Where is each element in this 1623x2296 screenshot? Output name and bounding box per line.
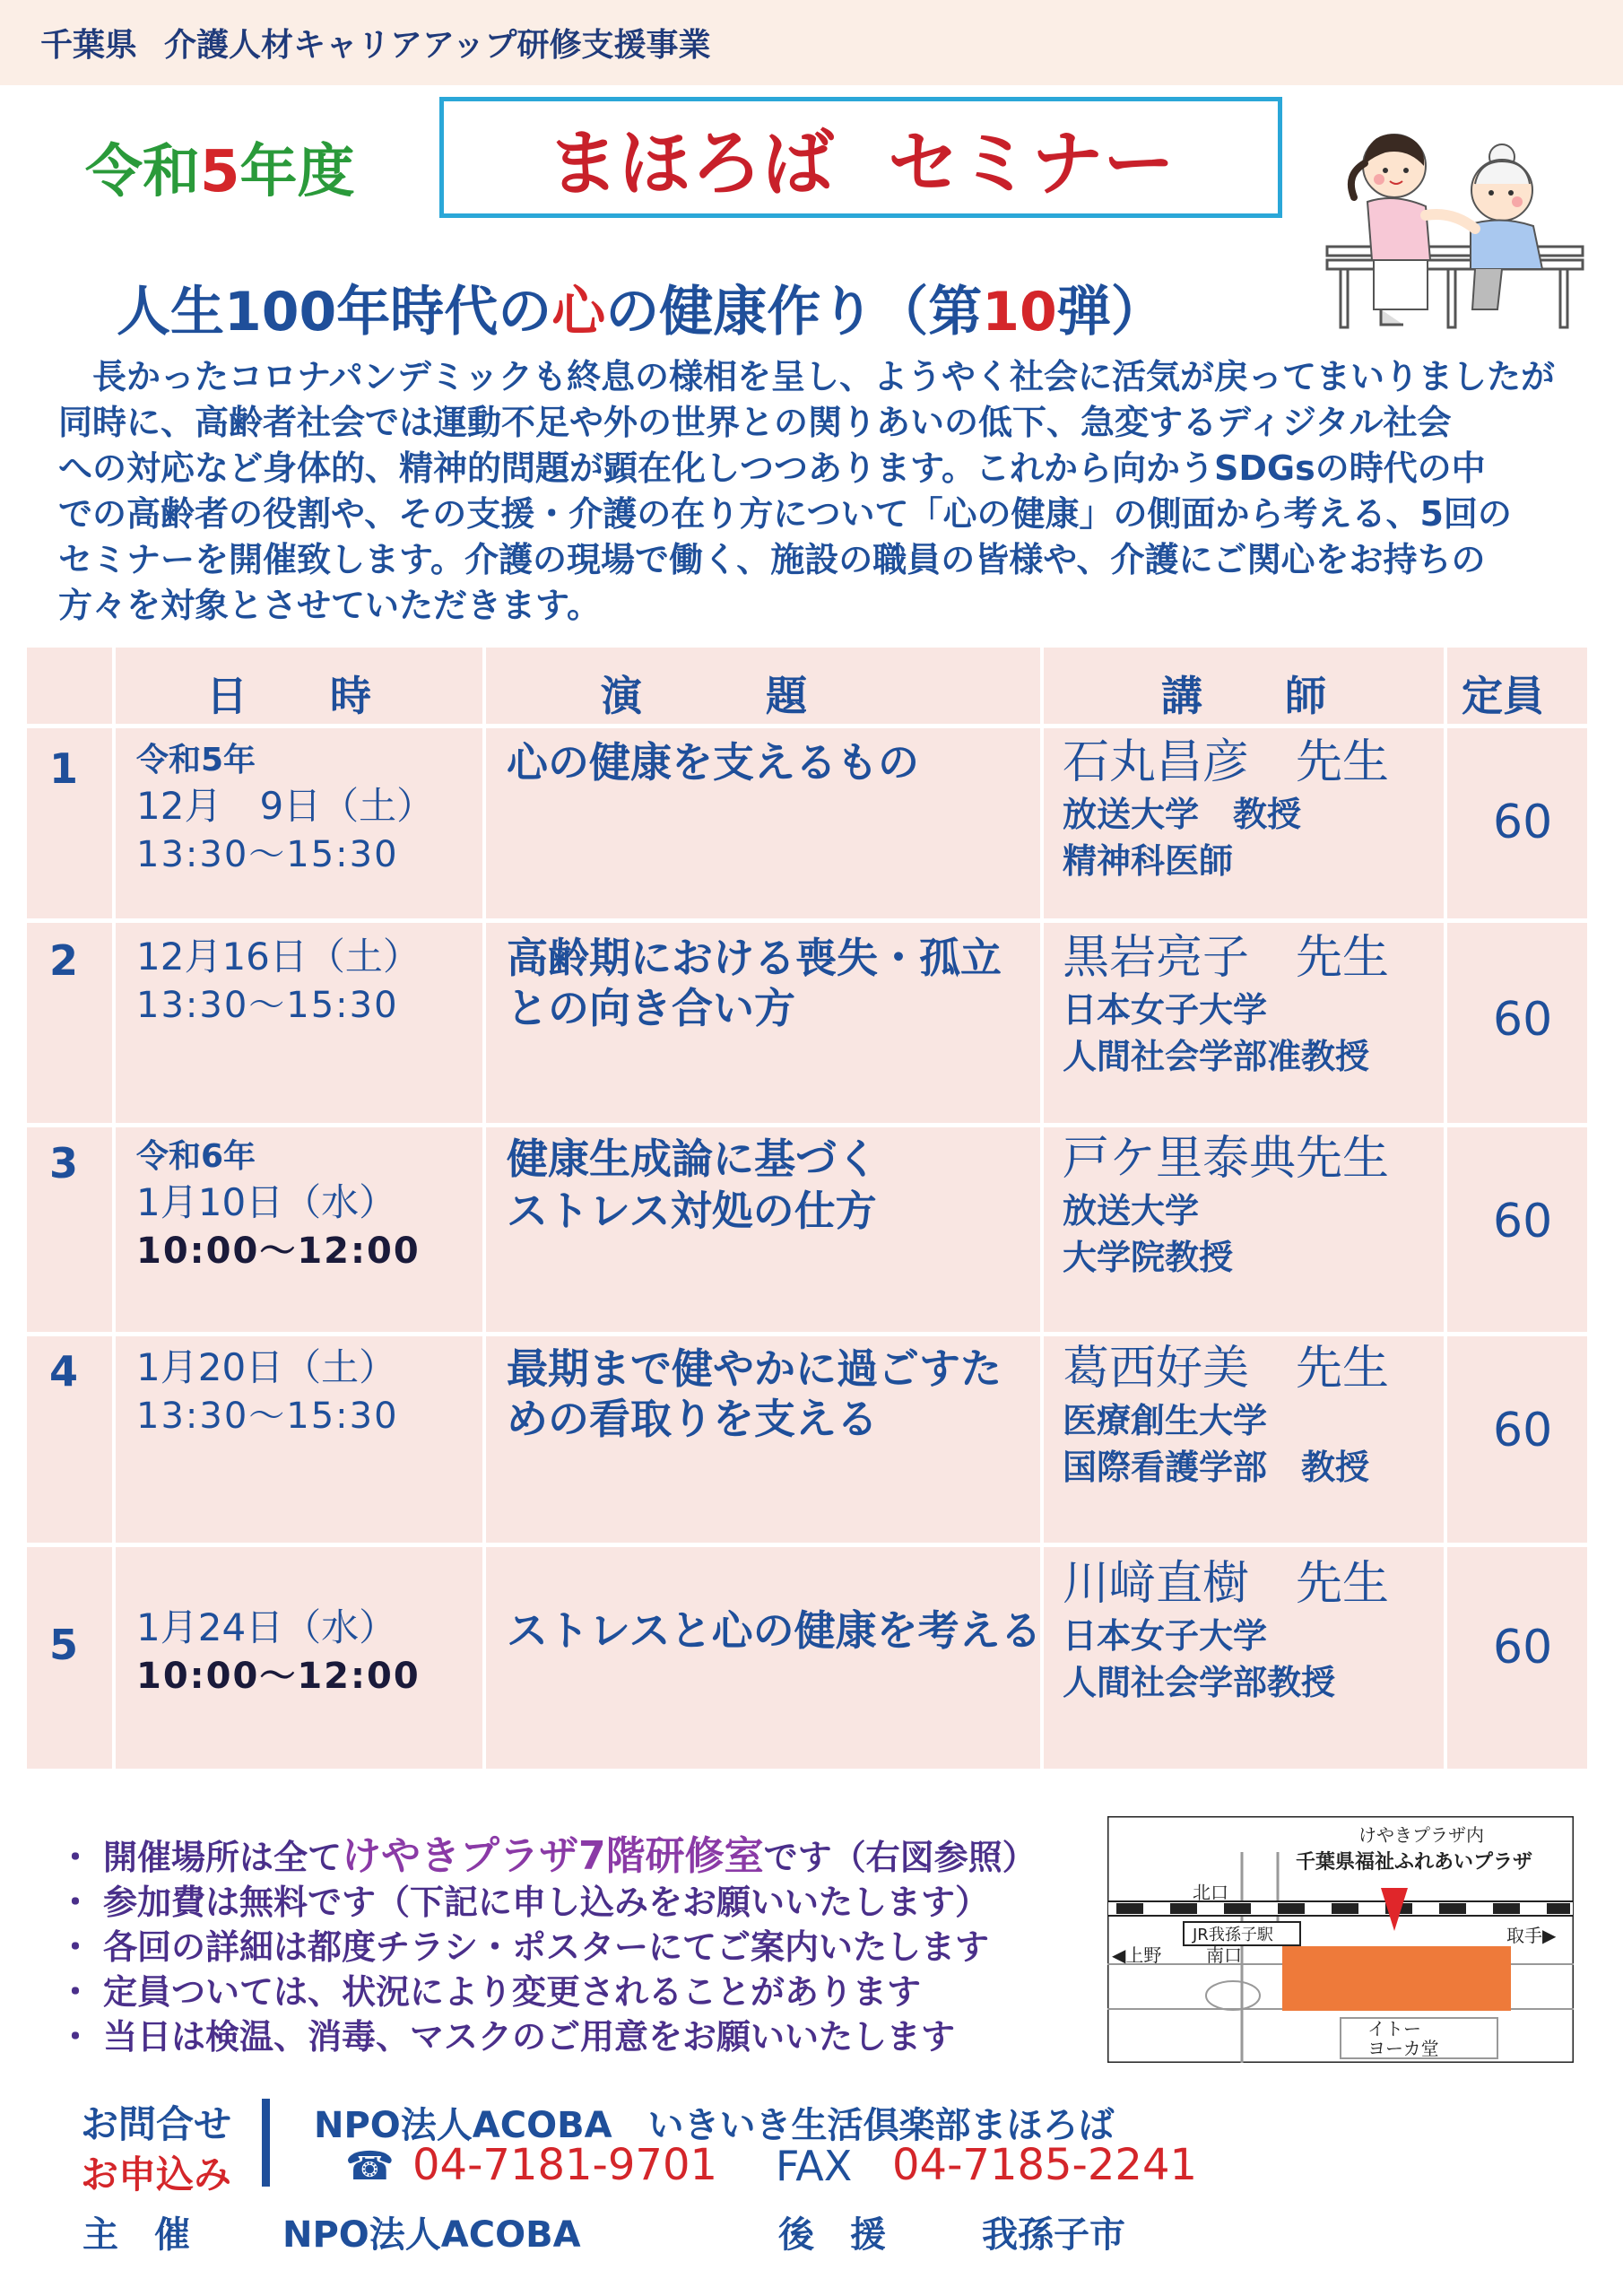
session-time: 13:30～15:30: [136, 834, 399, 875]
venue-map: [1107, 1816, 1574, 2063]
lecturer-affiliation: 大学院教授: [1063, 1238, 1234, 1277]
session-topic: 最期まで健やかに過ごすた: [507, 1344, 1002, 1393]
lecturer-name: 葛西好美 先生: [1063, 1342, 1390, 1396]
phone-number[interactable]: 04-7181-9701: [412, 2140, 718, 2190]
lecturer-name: 戸ケ里泰典先生: [1063, 1132, 1390, 1186]
lecturer-affiliation: 国際看護学部 教授: [1063, 1448, 1370, 1487]
seminar-title-2: セミナー: [888, 122, 1175, 205]
seminar-title-1: まほろば: [547, 122, 834, 205]
header-capacity: 定員: [1462, 672, 1544, 720]
map-to-toride: 取手▶: [1506, 1925, 1557, 1946]
map-station: JR我孫子駅: [1193, 1926, 1273, 1944]
venue-highlight: けやきプラザ7階研修室: [342, 1833, 764, 1879]
host-label: 主 催: [82, 2214, 190, 2256]
session-time: 10:00～12:00: [136, 1231, 421, 1272]
program-label: 介護人材キャリアアップ研修支援事業: [164, 27, 711, 64]
map-north-exit: 北口: [1193, 1882, 1228, 1903]
session-number: 1: [49, 744, 79, 793]
session-time: 10:00～12:00: [136, 1656, 421, 1697]
notes-list: [58, 1834, 1037, 2059]
session-era: 令和5年: [136, 742, 256, 778]
session-topic: 心の健康を支えるもの: [507, 738, 919, 787]
bullet: ・: [58, 2017, 93, 2057]
note-text: です（右図参照）: [763, 1838, 1037, 1877]
session-topic: 健康生成論に基づく: [507, 1135, 878, 1183]
contact-divider: [262, 2099, 270, 2187]
lecturer-affiliation: 精神科医師: [1063, 841, 1234, 881]
subtitle-part-4: 10: [982, 281, 1057, 344]
intro-paragraph: [58, 354, 1574, 629]
subtitle-part-5: 弾）: [1056, 281, 1165, 344]
session-capacity: 60: [1493, 796, 1553, 849]
row-divider: [27, 1543, 1587, 1547]
note-text: 各回の詳細は都度チラシ・ポスターにてご案内いたします: [103, 1927, 990, 1967]
lecturer-name: 黒岩亮子 先生: [1063, 931, 1390, 985]
list-item: [58, 2014, 1037, 2059]
bullet: ・: [58, 1838, 93, 1877]
session-topic: ストレス対処の仕方: [507, 1187, 877, 1235]
intro-line: 長かったコロナパンデミックも終息の様相を呈し、ようやく社会に活気が戻ってまいりましたが: [92, 357, 1555, 396]
row-divider: [27, 1332, 1587, 1336]
subtitle: [117, 269, 1165, 346]
host-name: NPO法人ACOBA: [282, 2214, 581, 2256]
map-store-2: ヨーカ堂: [1367, 2038, 1439, 2059]
map-title-2: 千葉県福祉ふれあいプラザ: [1296, 1851, 1533, 1874]
column-divider: [482, 648, 486, 1769]
note-text: 当日は検温、消毒、マスクのご用意をお願いいたします: [103, 2017, 956, 2057]
year-era: 令和: [85, 139, 200, 205]
row-divider: [27, 918, 1587, 923]
subtitle-part-1: 人生100年時代の: [117, 281, 552, 344]
session-capacity: 60: [1493, 993, 1553, 1047]
column-divider: [1444, 648, 1447, 1769]
intro-line: セミナーを開催致します。介護の現場で働く、施設の職員の皆様や、介護にご関心をお持ちの: [58, 540, 1486, 579]
apply-label: お申込み: [81, 2152, 232, 2196]
lecturer-affiliation: 人間社会学部准教授: [1063, 1037, 1370, 1076]
row-divider: [27, 1123, 1587, 1127]
session-era: 令和6年: [136, 1138, 256, 1175]
seminar-title-box: [439, 97, 1282, 218]
lecturer-affiliation: 日本女子大学: [1063, 1616, 1268, 1656]
lecturer-affiliation: 放送大学: [1063, 1191, 1200, 1231]
bullet: ・: [58, 1927, 93, 1967]
session-number: 4: [49, 1347, 79, 1396]
schedule-table: [27, 648, 1587, 1769]
note-text: 参加費は無料です（下記に申し込みをお願いいたします）: [103, 1883, 990, 1922]
session-capacity: 60: [1493, 1404, 1553, 1457]
list-item: [58, 1925, 1037, 1970]
year-number: 5: [200, 139, 240, 205]
fiscal-year: [85, 126, 355, 208]
intro-line: への対応など身体的、精神的問題が顕在化しつつあります。これから向かうSDGsの時代の中: [58, 448, 1486, 488]
fax-label: FAX: [776, 2142, 853, 2190]
header-date: 日 時: [206, 672, 371, 720]
intro-line: 方々を対象とさせていただきます。: [58, 586, 601, 625]
session-topic: 高齢期における喪失・孤立: [507, 934, 1002, 982]
caregiver-elderly-illustration: [1318, 126, 1587, 332]
session-date: 12月16日（土）: [136, 935, 421, 978]
subtitle-part-3: の健康作り（第: [605, 281, 983, 344]
column-divider: [1040, 648, 1044, 1769]
note-text: 開催場所は全て: [103, 1838, 343, 1877]
header-line: [40, 20, 711, 65]
list-item: [58, 1880, 1037, 1925]
session-capacity: 60: [1493, 1195, 1553, 1248]
support-label: 後 援: [778, 2214, 886, 2256]
session-time: 13:30～15:30: [136, 985, 399, 1026]
contact-organization: NPO法人ACOBA いきいき生活倶楽部まほろば: [314, 2105, 1115, 2146]
session-topic: ストレスと心の健康を考える: [507, 1606, 1042, 1655]
session-topic: との向き合い方: [507, 984, 795, 1032]
header-lecturer: 講 師: [1161, 672, 1326, 720]
lecturer-name: 川﨑直樹 先生: [1063, 1557, 1390, 1611]
prefecture-label: 千葉県: [40, 27, 138, 64]
column-divider: [112, 648, 116, 1769]
map-to-ueno: ◀上野: [1112, 1944, 1162, 1966]
session-number: 2: [49, 936, 79, 985]
lecturer-affiliation: 日本女子大学: [1063, 990, 1268, 1030]
map-store-1: イトー: [1367, 2018, 1421, 2039]
note-text: 定員ついては、状況により変更されることがあります: [103, 1972, 922, 2012]
session-date: 1月20日（土）: [136, 1345, 397, 1389]
bullet: ・: [58, 1883, 93, 1922]
header-topic: 演 題: [601, 672, 807, 720]
map-south-exit: 南口: [1206, 1944, 1242, 1966]
row-divider: [27, 724, 1587, 728]
lecturer-affiliation: 医療創生大学: [1063, 1401, 1268, 1440]
list-item: [58, 1970, 1037, 2014]
phone-icon: ☎: [345, 2144, 395, 2189]
session-date: 12月 9日（土）: [136, 784, 435, 828]
year-suffix: 年度: [239, 139, 355, 205]
bullet: ・: [58, 1972, 93, 2012]
inquiry-label: お問合せ: [81, 2102, 232, 2146]
session-number: 5: [49, 1621, 79, 1669]
subtitle-part-2: 心: [551, 281, 606, 344]
session-date: 1月24日（水）: [136, 1605, 397, 1649]
map-title-1: けやきプラザ内: [1358, 1824, 1484, 1846]
session-date: 1月10日（水）: [136, 1180, 397, 1224]
session-topic: めの看取りを支える: [507, 1395, 878, 1443]
lecturer-affiliation: 放送大学 教授: [1063, 795, 1302, 834]
lecturer-name: 石丸昌彦 先生: [1063, 735, 1390, 789]
intro-line: での高齢者の役割や、その支援・介護の在り方について「心の健康」の側面から考える、5回の: [58, 494, 1512, 534]
session-time: 13:30～15:30: [136, 1396, 399, 1437]
session-capacity: 60: [1493, 1621, 1553, 1674]
session-number: 3: [49, 1139, 79, 1187]
intro-line: 同時に、高齢者社会では運動不足や外の世界との関りあいの低下、急変するディジタル社会: [58, 403, 1452, 442]
lecturer-affiliation: 人間社会学部教授: [1063, 1663, 1336, 1702]
support-name: 我孫子市: [982, 2214, 1125, 2256]
list-item: [58, 1834, 1037, 1880]
fax-number: 04-7185-2241: [892, 2140, 1198, 2190]
